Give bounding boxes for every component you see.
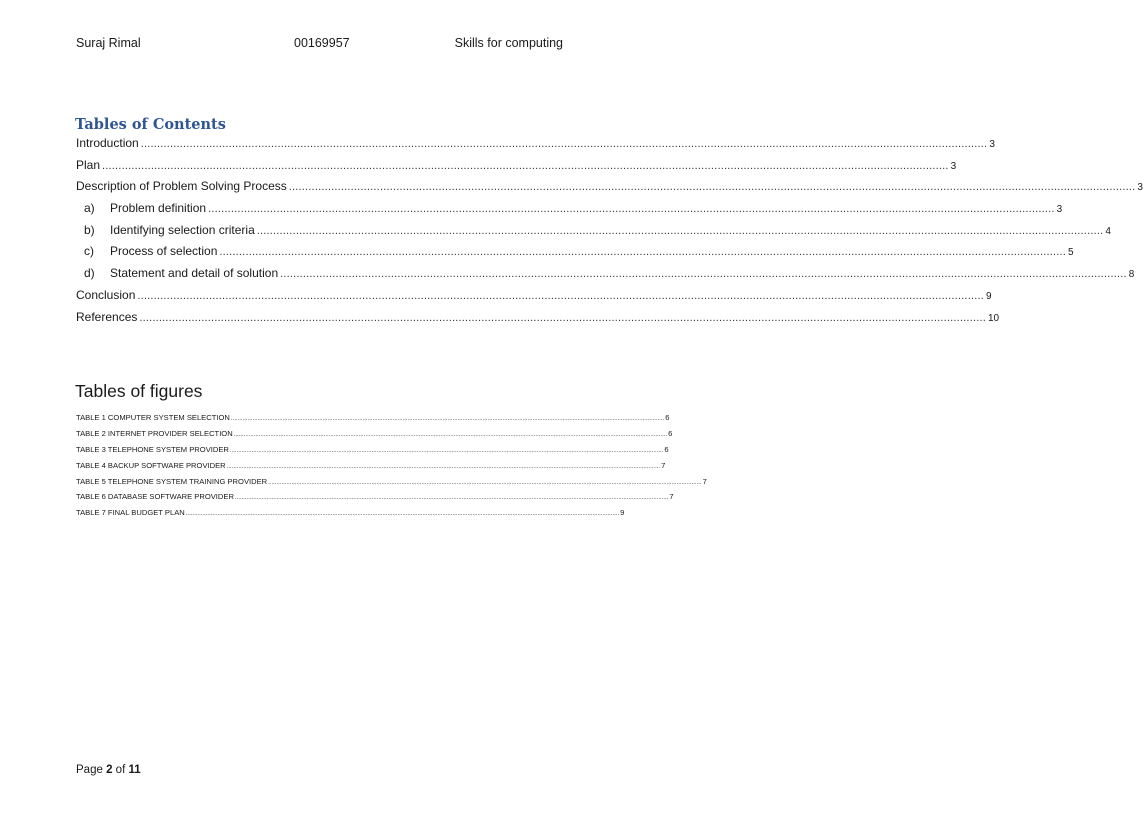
- toc-subentry-page: 4: [1105, 225, 1111, 237]
- dot-leader: ....................................................................................................................................................................................................................................................................: [219, 246, 1066, 259]
- figure-entry[interactable]: [76, 508, 625, 524]
- footer-page-word: Page: [76, 764, 103, 776]
- toc-subentry-label: Statement and detail of solution: [110, 266, 279, 281]
- toc-entry-label: Introduction: [76, 136, 139, 150]
- figure-entry-label: TABLE 6 DATABASE SOFTWARE PROVIDER: [76, 492, 234, 502]
- toc-title: Tables of Contents: [75, 116, 226, 133]
- figure-entry-page: 6: [665, 413, 670, 422]
- figure-entry-page: 9: [620, 508, 625, 518]
- toc-entry-page: 10: [987, 312, 1000, 324]
- figure-entry[interactable]: [76, 460, 666, 477]
- dot-leader: ....................................................................................................................................................................................................................................................................: [229, 447, 664, 454]
- toc-subentry-page: 8: [1128, 269, 1135, 281]
- toc-entry-label: Plan: [76, 157, 101, 172]
- toc-entry-introduction[interactable]: [76, 136, 995, 158]
- toc-subentry-problem-definition[interactable]: [76, 201, 1063, 223]
- toc-entry-page: 3: [989, 139, 995, 150]
- figure-entry-page: 7: [661, 460, 666, 470]
- dot-leader: ....................................................................................................................................................................................................................................................................: [140, 138, 988, 150]
- toc-entry-page: 3: [950, 160, 957, 172]
- dot-leader: ....................................................................................................................................................................................................................................................................: [280, 268, 1127, 281]
- figure-entry-label: TABLE 5 TELEPHONE SYSTEM TRAINING PROVIDER: [76, 476, 268, 486]
- figure-entry-label: TABLE 4 BACKUP SOFTWARE PROVIDER: [76, 460, 226, 470]
- toc-subentry-page: 5: [1068, 247, 1074, 259]
- figure-entry-page: 7: [702, 476, 707, 486]
- toc-subentry-page: 3: [1056, 204, 1063, 216]
- toc-subentry-process-of-selection[interactable]: [76, 244, 1074, 266]
- dot-leader: ....................................................................................................................................................................................................................................................................: [102, 159, 949, 172]
- dot-leader: ....................................................................................................................................................................................................................................................................: [233, 431, 668, 438]
- toc-subentry-selection-criteria[interactable]: [76, 222, 1111, 245]
- figure-entry[interactable]: [76, 476, 707, 493]
- dot-leader: ....................................................................................................................................................................................................................................................................: [185, 511, 620, 518]
- figure-entry-page: 6: [668, 428, 673, 438]
- figure-entry[interactable]: [76, 413, 670, 429]
- figure-entry-label: TABLE 3 TELEPHONE SYSTEM PROVIDER: [76, 444, 229, 454]
- dot-leader: ....................................................................................................................................................................................................................................................................: [288, 181, 1136, 194]
- figure-entry-page: 7: [669, 492, 674, 502]
- figure-entry-label: TABLE 7 FINAL BUDGET PLAN: [76, 508, 185, 518]
- figure-entry[interactable]: [76, 492, 674, 508]
- toc-subentry-label: Identifying selection criteria: [110, 222, 255, 237]
- figure-entry[interactable]: [76, 444, 669, 461]
- figures-title: Tables of figures: [75, 381, 203, 401]
- page-header: [76, 36, 563, 52]
- header-module: Skills for computing: [454, 36, 563, 50]
- page-footer: [76, 764, 141, 776]
- toc-entry-label: Description of Problem Solving Process: [76, 179, 287, 194]
- toc-entry-references[interactable]: [76, 309, 1000, 332]
- footer-current-page: 2: [106, 764, 113, 776]
- toc-subentry-letter: d): [84, 266, 95, 281]
- toc-entry-plan[interactable]: [76, 157, 957, 180]
- dot-leader: ....................................................................................................................................................................................................................................................................: [234, 495, 669, 502]
- toc-entry-label: Conclusion: [76, 287, 136, 302]
- toc-subentry-label: Process of selection: [110, 244, 218, 259]
- figure-entry-page: 6: [664, 444, 669, 454]
- table-of-figures: [76, 413, 707, 524]
- dot-leader: ....................................................................................................................................................................................................................................................................: [226, 463, 661, 470]
- figure-entry[interactable]: [76, 428, 673, 445]
- figure-entry-label: TABLE 1 COMPUTER SYSTEM SELECTION: [76, 413, 230, 422]
- footer-of-word: of: [115, 764, 126, 776]
- header-author: Suraj Rimal: [76, 36, 141, 50]
- toc-subentry-label: Problem definition: [110, 201, 207, 216]
- dot-leader: ....................................................................................................................................................................................................................................................................: [256, 224, 1104, 237]
- dot-leader: ....................................................................................................................................................................................................................................................................: [139, 311, 986, 324]
- dot-leader: ....................................................................................................................................................................................................................................................................: [268, 479, 702, 486]
- toc-entry-page: 3: [1137, 182, 1143, 194]
- footer-total-pages: 11: [128, 764, 141, 776]
- toc-entry-label: References: [76, 309, 138, 324]
- figure-entry-label: TABLE 2 INTERNET PROVIDER SELECTION: [76, 428, 233, 438]
- toc-entry-description[interactable]: [76, 179, 1143, 201]
- toc-entry-conclusion[interactable]: [76, 287, 992, 310]
- table-of-contents: [76, 136, 1143, 331]
- toc-entry-page: 9: [985, 290, 992, 302]
- toc-subentry-letter: c): [84, 244, 94, 259]
- dot-leader: ....................................................................................................................................................................................................................................................................: [137, 289, 984, 302]
- toc-subentry-letter: b): [84, 222, 95, 237]
- dot-leader: ....................................................................................................................................................................................................................................................................: [208, 203, 1055, 216]
- dot-leader: ....................................................................................................................................................................................................................................................................: [230, 416, 665, 422]
- toc-subentry-statement-of-solution[interactable]: [76, 266, 1135, 288]
- header-student-id: 00169957: [294, 36, 350, 50]
- toc-subentry-letter: a): [84, 201, 95, 216]
